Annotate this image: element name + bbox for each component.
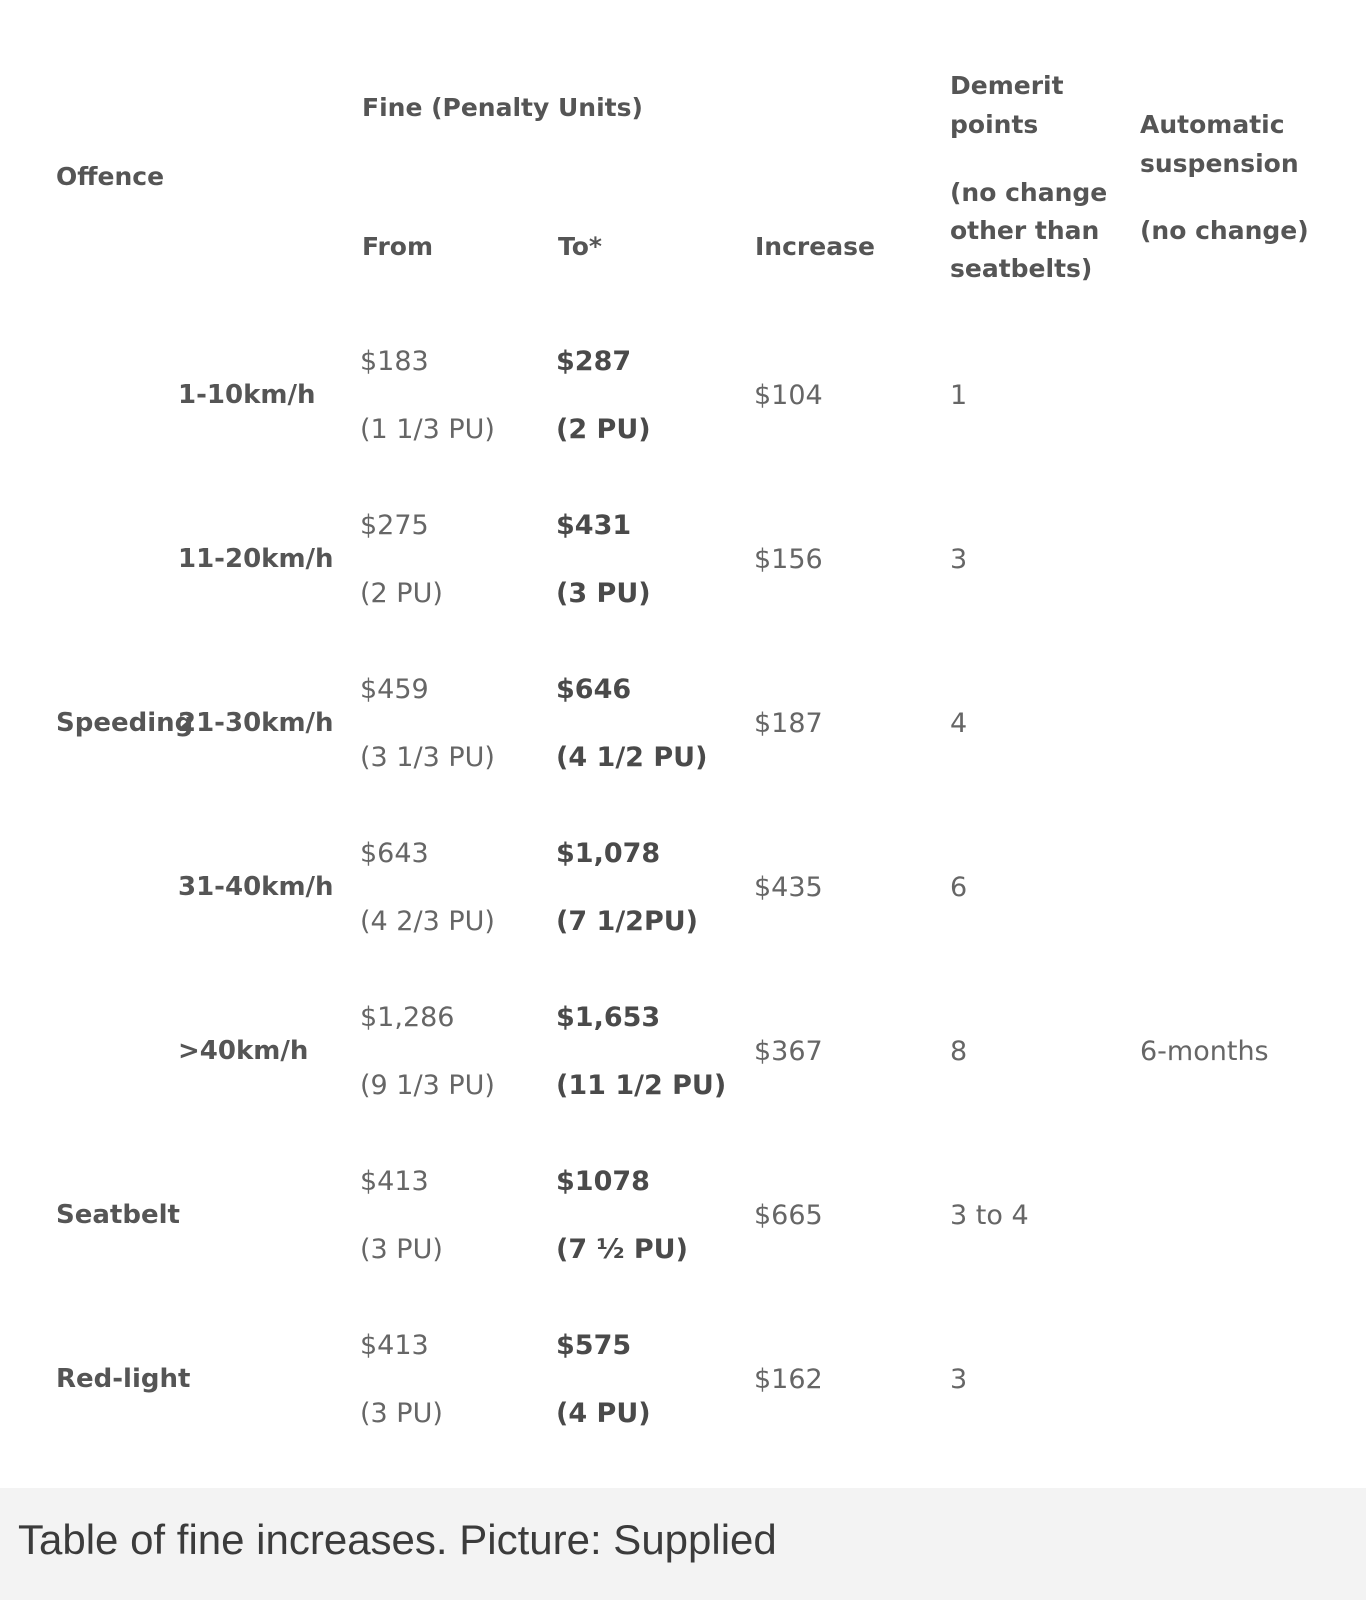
header-from: From bbox=[362, 232, 434, 261]
table-row bbox=[0, 658, 1366, 826]
from-amount: $413 bbox=[360, 1166, 429, 1197]
offence-label: Speeding bbox=[56, 708, 194, 738]
increase-value: $367 bbox=[754, 1036, 823, 1067]
to-pu: (3 PU) bbox=[556, 578, 651, 609]
to-pu: (2 PU) bbox=[556, 414, 651, 445]
caption-bar bbox=[0, 1488, 1366, 1600]
from-pu: (3 1/3 PU) bbox=[360, 742, 495, 773]
to-pu: (11 1/2 PU) bbox=[556, 1070, 727, 1101]
from-pu: (2 PU) bbox=[360, 578, 443, 609]
demerit-value: 3 bbox=[950, 1364, 968, 1395]
header-demerit-note3: seatbelts) bbox=[950, 254, 1093, 283]
from-pu: (1 1/3 PU) bbox=[360, 414, 495, 445]
from-amount: $183 bbox=[360, 346, 429, 377]
offence-sub-label: 1-10km/h bbox=[178, 380, 316, 410]
to-amount: $431 bbox=[556, 510, 632, 541]
header-demerit-line2: points bbox=[950, 110, 1039, 139]
from-amount: $275 bbox=[360, 510, 429, 541]
from-amount: $413 bbox=[360, 1330, 429, 1361]
demerit-value: 3 to 4 bbox=[950, 1200, 1029, 1231]
from-amount: $643 bbox=[360, 838, 429, 869]
to-amount: $1,653 bbox=[556, 1002, 661, 1033]
to-amount: $287 bbox=[556, 346, 632, 377]
header-to: To* bbox=[558, 232, 602, 261]
table-row bbox=[0, 1314, 1366, 1482]
image-caption: Table of fine increases. Picture: Supplied bbox=[18, 1516, 777, 1563]
demerit-value: 1 bbox=[950, 380, 968, 411]
increase-value: $187 bbox=[754, 708, 823, 739]
offence-sub-label: >40km/h bbox=[178, 1036, 309, 1066]
to-amount: $1078 bbox=[556, 1166, 650, 1197]
from-pu: (3 PU) bbox=[360, 1398, 443, 1429]
increase-value: $104 bbox=[754, 380, 823, 411]
table-row bbox=[0, 986, 1366, 1154]
header-suspension-note: (no change) bbox=[1140, 216, 1309, 245]
header-suspension-line2: suspension bbox=[1140, 149, 1299, 178]
demerit-value: 6 bbox=[950, 872, 968, 903]
offence-label: Red-light bbox=[56, 1364, 191, 1394]
header-demerit-note1: (no change bbox=[950, 178, 1108, 207]
to-pu: (7 1/2PU) bbox=[556, 906, 699, 937]
to-pu: (4 PU) bbox=[556, 1398, 651, 1429]
offence-sub-label: 21-30km/h bbox=[178, 708, 334, 738]
offence-sub-label: 11-20km/h bbox=[178, 544, 334, 574]
table-row bbox=[0, 330, 1366, 498]
to-amount: $646 bbox=[556, 674, 632, 705]
demerit-value: 3 bbox=[950, 544, 968, 575]
increase-value: $665 bbox=[754, 1200, 823, 1231]
to-amount: $575 bbox=[556, 1330, 632, 1361]
header-demerit-line1: Demerit bbox=[950, 71, 1064, 100]
from-pu: (3 PU) bbox=[360, 1234, 443, 1265]
header-increase: Increase bbox=[755, 232, 875, 261]
from-pu: (9 1/3 PU) bbox=[360, 1070, 495, 1101]
header-suspension-line1: Automatic bbox=[1140, 110, 1285, 139]
to-pu: (7 ½ PU) bbox=[556, 1234, 688, 1265]
from-amount: $1,286 bbox=[360, 1002, 455, 1033]
demerit-value: 4 bbox=[950, 708, 968, 739]
offence-label: Seatbelt bbox=[56, 1200, 180, 1230]
from-pu: (4 2/3 PU) bbox=[360, 906, 495, 937]
table-row bbox=[0, 1150, 1366, 1318]
increase-value: $162 bbox=[754, 1364, 823, 1395]
increase-value: $435 bbox=[754, 872, 823, 903]
to-pu: (4 1/2 PU) bbox=[556, 742, 708, 773]
table-row bbox=[0, 822, 1366, 990]
table-row bbox=[0, 494, 1366, 662]
from-amount: $459 bbox=[360, 674, 429, 705]
header-fine-group: Fine (Penalty Units) bbox=[362, 93, 643, 122]
to-amount: $1,078 bbox=[556, 838, 661, 869]
offence-sub-label: 31-40km/h bbox=[178, 872, 334, 902]
header-offence: Offence bbox=[56, 162, 165, 191]
suspension-value: 6-months bbox=[1140, 1036, 1269, 1067]
header-demerit-note2: other than bbox=[950, 216, 1100, 245]
increase-value: $156 bbox=[754, 544, 823, 575]
demerit-value: 8 bbox=[950, 1036, 968, 1067]
